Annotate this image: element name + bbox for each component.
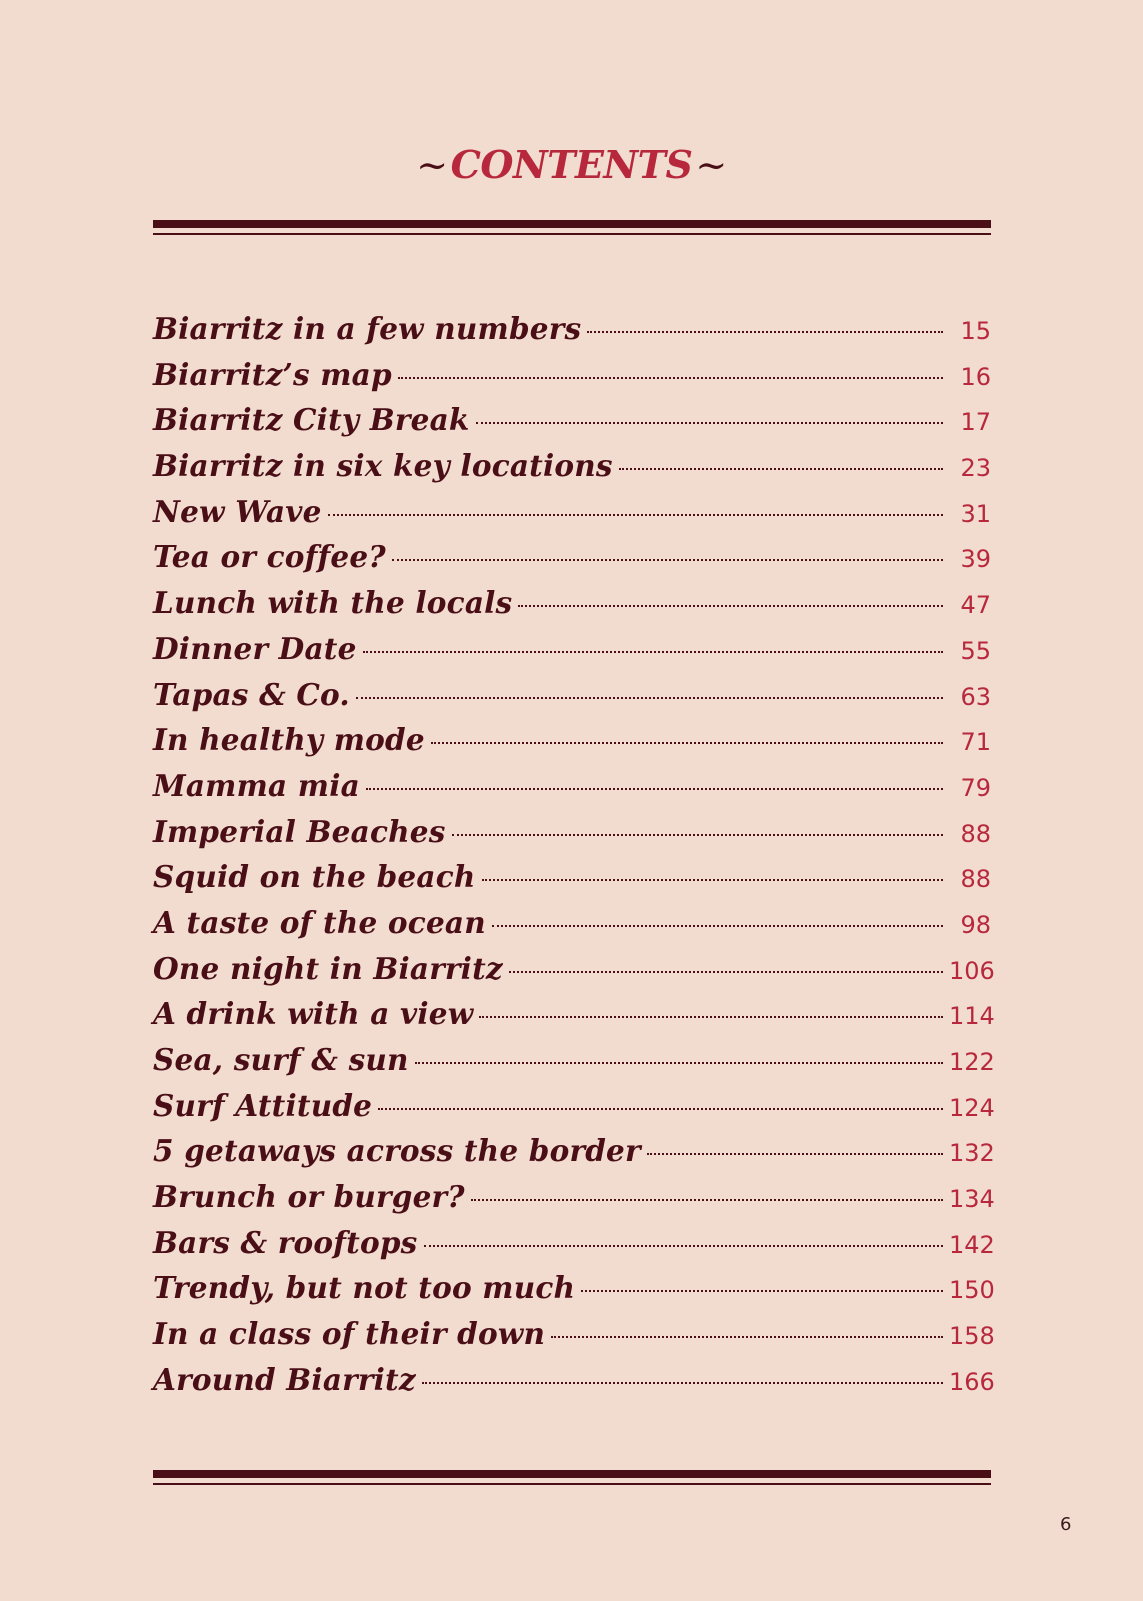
toc-entry-page: 71 (960, 728, 991, 757)
toc-entry-page: 39 (960, 545, 991, 574)
dot-leader (471, 1199, 943, 1201)
toc-entry[interactable] (153, 443, 991, 489)
dot-leader (509, 971, 943, 973)
toc-entry-title: Tea or coffee? (153, 539, 386, 575)
toc-entry-title: New Wave (153, 493, 322, 529)
toc-entry[interactable] (153, 946, 995, 992)
page-title (0, 142, 1143, 187)
toc-entry-title: Surf Attitude (153, 1087, 373, 1123)
dot-leader (392, 559, 943, 561)
toc-entry-title: Squid on the beach (153, 859, 476, 895)
toc-entry[interactable] (153, 900, 991, 946)
toc-entry[interactable] (153, 352, 991, 398)
toc-entry[interactable] (153, 1037, 995, 1083)
toc-entry-page: 98 (960, 910, 991, 939)
toc-entry-page: 15 (960, 317, 991, 345)
toc-entry-title: Bars & rooftops (153, 1224, 418, 1260)
dot-leader (479, 1016, 943, 1018)
toc-entry[interactable] (153, 1083, 995, 1129)
dot-leader (398, 377, 943, 379)
toc-entry[interactable] (153, 489, 991, 535)
toc-entry[interactable] (153, 306, 991, 352)
toc-entry-page: 150 (949, 1276, 995, 1305)
toc-entry[interactable] (153, 763, 991, 809)
dot-leader (431, 742, 943, 744)
dot-leader (424, 1245, 944, 1247)
toc-entry-page: 88 (960, 819, 991, 848)
toc-entry-page: 132 (949, 1139, 995, 1168)
dot-leader (452, 834, 943, 836)
toc-entry-title: Lunch with the locals (153, 585, 513, 621)
toc-entry-title: Dinner Date (153, 630, 357, 666)
toc-entry-title: Tapas & Co. (153, 676, 350, 712)
toc-entry[interactable] (153, 809, 991, 855)
toc-entry[interactable] (153, 580, 991, 626)
page-number: 6 (1060, 1514, 1072, 1535)
title-text: CONTENTS (450, 142, 693, 187)
toc-entry-page: 88 (960, 865, 991, 894)
toc-entry[interactable] (153, 854, 991, 900)
toc-entry[interactable] (153, 1128, 995, 1174)
table-of-contents (153, 306, 995, 1403)
dot-leader (551, 1336, 943, 1338)
dot-leader (422, 1382, 943, 1384)
bottom-divider (153, 1470, 991, 1485)
toc-entry[interactable] (153, 717, 991, 763)
toc-entry-title: Brunch or burger? (153, 1179, 465, 1215)
toc-entry-page: 158 (949, 1322, 995, 1351)
toc-entry[interactable] (153, 1220, 995, 1266)
toc-entry[interactable] (153, 626, 991, 672)
dot-leader (581, 1290, 943, 1292)
dot-leader (518, 605, 943, 607)
toc-entry-page: 55 (960, 636, 991, 665)
toc-entry-page: 16 (960, 362, 991, 391)
toc-entry-page: 166 (949, 1367, 995, 1396)
dot-leader (587, 331, 943, 333)
toc-entry[interactable] (153, 1174, 995, 1220)
toc-entry-page: 47 (960, 591, 991, 620)
toc-entry[interactable] (153, 1311, 995, 1357)
tilde-right: ~ (695, 143, 727, 187)
toc-entry-page: 106 (949, 956, 995, 985)
toc-entry-title: In a class of their down (153, 1316, 546, 1352)
toc-entry-page: 31 (960, 499, 991, 528)
toc-entry-title: A drink with a view (153, 996, 474, 1032)
dot-leader (492, 925, 943, 927)
toc-entry-title: Around Biarritz (153, 1361, 416, 1397)
tilde-left: ~ (416, 143, 448, 187)
toc-entry[interactable] (153, 1265, 995, 1311)
toc-entry-page: 124 (949, 1093, 995, 1122)
toc-entry-page: 142 (949, 1230, 995, 1259)
toc-entry-title: Imperial Beaches (153, 813, 446, 849)
toc-entry-title: Biarritz in six key locations (153, 448, 613, 484)
toc-entry-page: 23 (960, 454, 991, 483)
toc-entry-title: 5 getaways across the border (153, 1133, 641, 1169)
toc-entry-title: Trendy, but not too much (153, 1270, 576, 1306)
dot-leader (366, 788, 943, 790)
toc-entry-title: Biarritz City Break (153, 402, 470, 438)
toc-entry-title: A taste of the ocean (153, 904, 486, 940)
toc-entry[interactable] (153, 534, 991, 580)
toc-entry-title: Sea, surf & sun (153, 1042, 409, 1077)
dot-leader (476, 422, 943, 424)
toc-entry[interactable] (153, 397, 991, 443)
dot-leader (619, 468, 943, 470)
dot-leader (647, 1153, 943, 1155)
toc-entry-title: Mamma mia (153, 767, 360, 803)
toc-entry-page: 79 (960, 773, 991, 802)
dot-leader (356, 697, 943, 699)
toc-entry-title: In healthy mode (153, 722, 425, 758)
toc-entry-title: Biarritz’s map (153, 356, 392, 392)
toc-entry[interactable] (153, 991, 995, 1037)
toc-entry-page: 134 (949, 1185, 995, 1214)
toc-entry-page: 114 (949, 1002, 995, 1031)
toc-entry-page: 17 (960, 408, 991, 437)
dot-leader (415, 1062, 943, 1064)
toc-entry[interactable] (153, 672, 991, 718)
dot-leader (328, 514, 943, 516)
dot-leader (378, 1108, 943, 1110)
toc-entry-title: One night in Biarritz (153, 950, 503, 986)
toc-entry[interactable] (153, 1357, 995, 1403)
dot-leader (482, 879, 943, 881)
toc-entry-page: 122 (949, 1048, 995, 1076)
toc-entry-page: 63 (960, 682, 991, 711)
toc-entry-title: Biarritz in a few numbers (153, 311, 582, 346)
dot-leader (363, 651, 943, 653)
top-divider (153, 220, 991, 235)
